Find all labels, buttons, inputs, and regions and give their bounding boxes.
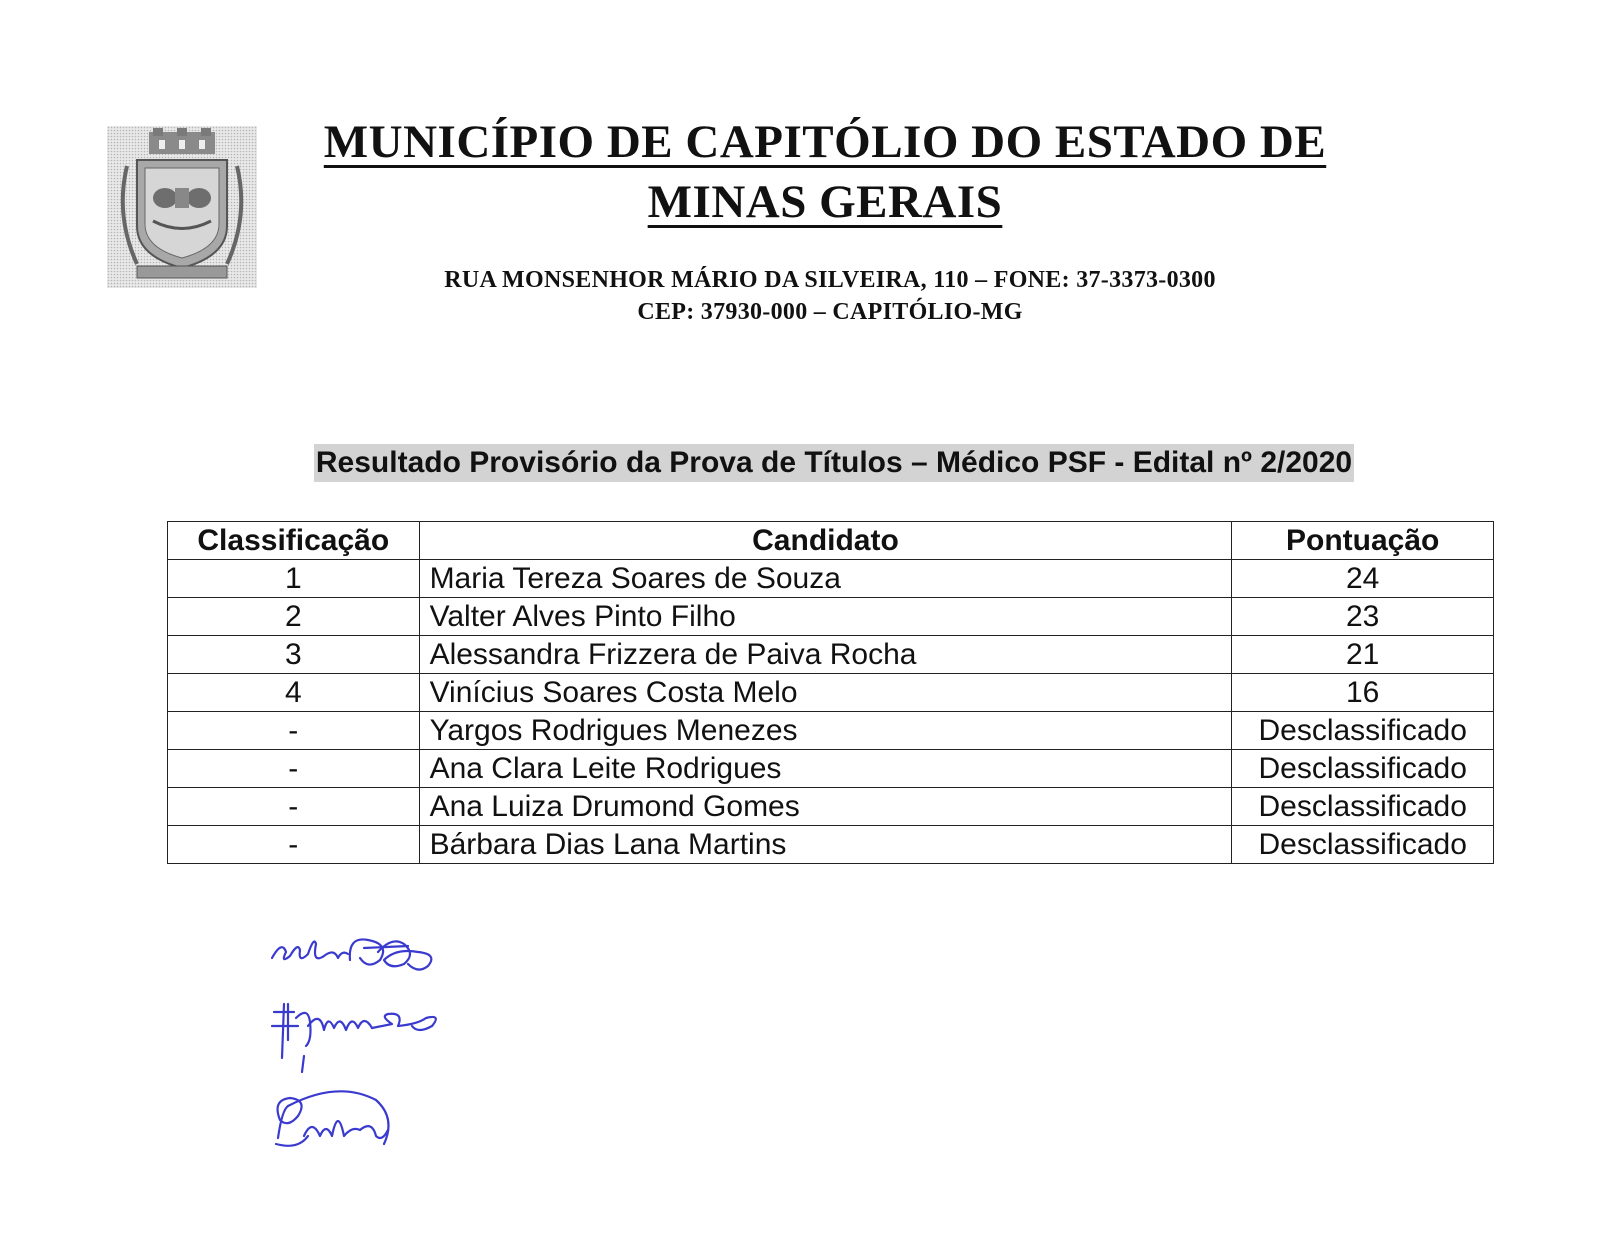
cell-classificacao: 4 — [168, 674, 420, 712]
municipality-title-line2: MINAS GERAIS — [647, 176, 1003, 228]
cell-classificacao: 2 — [168, 598, 420, 636]
result-title — [254, 444, 1414, 484]
table-row — [168, 560, 1494, 598]
table-header-row — [168, 522, 1494, 560]
cell-classificacao: 1 — [168, 560, 420, 598]
cell-classificacao: - — [168, 826, 420, 864]
cell-pontuacao: 24 — [1232, 560, 1494, 598]
cell-pontuacao: Desclassificado — [1232, 712, 1494, 750]
address-line: RUA MONSENHOR MÁRIO DA SILVEIRA, 110 – FONE: 37-3373-0300 — [444, 267, 1216, 293]
signatures-block — [268, 930, 488, 1190]
municipality-title-line1: MUNICÍPIO DE CAPITÓLIO DO ESTADO DE — [323, 116, 1327, 168]
cep-line: CEP: 37930-000 – CAPITÓLIO-MG — [637, 299, 1023, 325]
cell-pontuacao: Desclassificado — [1232, 750, 1494, 788]
table-row — [168, 674, 1494, 712]
table-row — [168, 826, 1494, 864]
cell-candidato: Bárbara Dias Lana Martins — [419, 826, 1232, 864]
cell-classificacao: - — [168, 712, 420, 750]
cell-candidato: Maria Tereza Soares de Souza — [419, 560, 1232, 598]
municipality-title — [270, 112, 1380, 232]
cell-pontuacao: 21 — [1232, 636, 1494, 674]
table-row — [168, 788, 1494, 826]
cell-candidato: Valter Alves Pinto Filho — [419, 598, 1232, 636]
cell-candidato: Vinícius Soares Costa Melo — [419, 674, 1232, 712]
signature-3 — [276, 1091, 389, 1145]
cell-pontuacao: Desclassificado — [1232, 826, 1494, 864]
cell-pontuacao: 16 — [1232, 674, 1494, 712]
cell-candidato: Ana Clara Leite Rodrigues — [419, 750, 1232, 788]
table-row — [168, 712, 1494, 750]
results-table — [167, 521, 1494, 864]
cell-pontuacao: 23 — [1232, 598, 1494, 636]
cell-pontuacao: Desclassificado — [1232, 788, 1494, 826]
cell-classificacao: - — [168, 750, 420, 788]
result-title-text: Resultado Provisório da Prova de Títulos – Médico PSF - Edital nº 2/2020 — [314, 444, 1354, 482]
municipal-seal — [107, 126, 257, 288]
header-candidato: Candidato — [419, 522, 1232, 560]
cell-candidato: Yargos Rodrigues Menezes — [419, 712, 1232, 750]
cell-candidato: Ana Luiza Drumond Gomes — [419, 788, 1232, 826]
header-pontuacao: Pontuação — [1232, 522, 1494, 560]
cell-classificacao: - — [168, 788, 420, 826]
table-row — [168, 598, 1494, 636]
table-row — [168, 636, 1494, 674]
cell-candidato: Alessandra Frizzera de Paiva Rocha — [419, 636, 1232, 674]
table-row — [168, 750, 1494, 788]
header-classificacao: Classificação — [168, 522, 420, 560]
signature-2 — [272, 1004, 436, 1072]
cell-classificacao: 3 — [168, 636, 420, 674]
address-block — [330, 264, 1330, 328]
signature-1 — [272, 939, 431, 969]
